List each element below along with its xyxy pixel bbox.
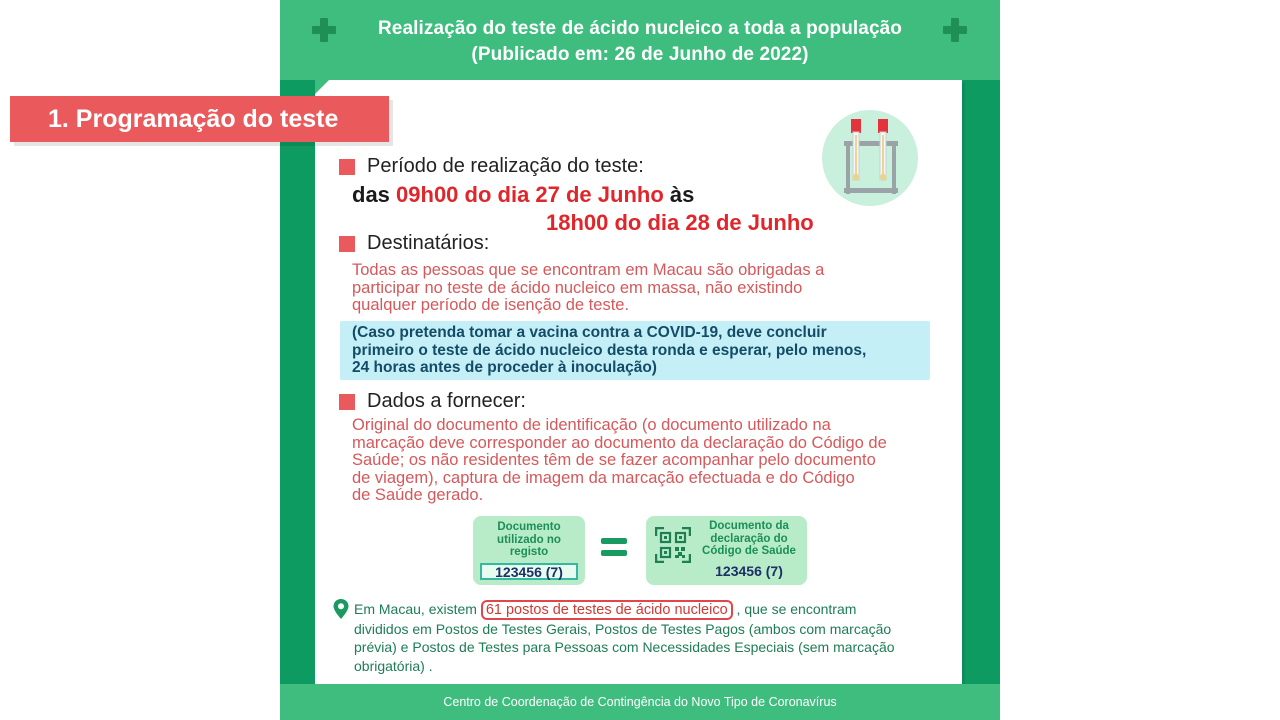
header — [280, 0, 1000, 80]
period-start: 09h00 do dia 27 de Junho — [396, 182, 664, 207]
period-prefix: das — [352, 182, 397, 207]
data-text-line: marcação deve corresponder ao documento da declaração do Código de — [352, 433, 887, 452]
period-start-line — [352, 182, 694, 208]
bullet-square-icon — [339, 159, 355, 175]
registration-document-box — [473, 516, 585, 585]
stations-line: prévia) e Postos de Testes para Pessoas com Necessidades Especiais (sem marcação — [354, 639, 895, 655]
section-title: 1. Programação do teste — [10, 96, 389, 142]
note-line: 24 horas antes de proceder à inoculação) — [352, 359, 657, 376]
location-pin-icon — [332, 598, 350, 620]
title-line: Código de Saúde — [702, 545, 796, 557]
equals-icon — [601, 538, 627, 558]
test-tube-rack-icon — [822, 110, 918, 206]
registration-document-title — [473, 521, 585, 559]
period-label: Período de realização do teste: — [367, 155, 644, 177]
card-corner-fold — [315, 80, 329, 94]
title-line: declaração do — [710, 532, 788, 545]
note-line: primeiro o teste de ácido nucleico desta ronda e esperar, pelo menos, — [352, 341, 867, 359]
title-line: utilizado no — [497, 533, 561, 546]
stations-suffix: , que se encontram — [732, 601, 857, 617]
stations-line — [354, 600, 954, 620]
title-line: Documento — [497, 521, 561, 533]
title-line: registo — [509, 546, 549, 558]
stations-text — [354, 600, 954, 675]
bullet-square-icon — [339, 394, 355, 410]
data-text-line: Saúde; os não residentes têm de se fazer acompanhar pelo documento — [352, 451, 876, 469]
footer: Centro de Coordenação de Contingência do Novo Tipo de Coronavírus — [280, 684, 1000, 720]
header-title: Realização do teste de ácido nucleico a toda a população — [377, 18, 903, 39]
data-text — [352, 417, 887, 505]
health-code-document-number: 123456 (7) — [715, 563, 783, 579]
period-end: 18h00 do dia 28 de Junho — [546, 210, 814, 235]
period-connector: às — [663, 182, 695, 207]
bullet-square-icon — [339, 236, 355, 252]
recipients-text-line: Todas as pessoas que se encontram em Macau são obrigadas a — [352, 261, 825, 279]
data-text-line: de viagem), captura de imagem da marcação efectuada e do Código — [352, 468, 855, 487]
registration-document-number: 123456 (7) — [495, 564, 563, 580]
data-text-line: Original do documento de identificação (o documento utilizado na — [352, 416, 831, 434]
qr-code-icon — [655, 527, 691, 563]
data-label: Dados a fornecer: — [367, 390, 526, 412]
stations-highlight: 61 postos de testes de ácido nucleico — [481, 600, 733, 620]
stations-prefix: Em Macau, existem — [354, 601, 481, 617]
stations-line: divididos em Postos de Testes Gerais, Postos de Testes Pagos (ambos com marcação — [354, 620, 892, 637]
data-text-line: de Saúde gerado. — [352, 486, 484, 504]
recipients-text — [352, 262, 824, 315]
recipients-label: Destinatários: — [367, 232, 490, 254]
stations-line: obrigatória) . — [354, 657, 433, 674]
health-code-document-title — [694, 520, 804, 558]
vaccine-note-box — [340, 321, 930, 380]
recipients-text-line: participar no teste de ácido nucleico em massa, não existindo — [352, 278, 803, 297]
recipients-text-line: qualquer período de isenção de teste. — [352, 296, 630, 314]
note-line: (Caso pretenda tomar a vacina contra a COVID-19, deve concluir — [352, 324, 827, 341]
title-line: Documento da — [709, 520, 789, 532]
header-publish-date: (Publicado em: 26 de Junho de 2022) — [471, 44, 809, 65]
